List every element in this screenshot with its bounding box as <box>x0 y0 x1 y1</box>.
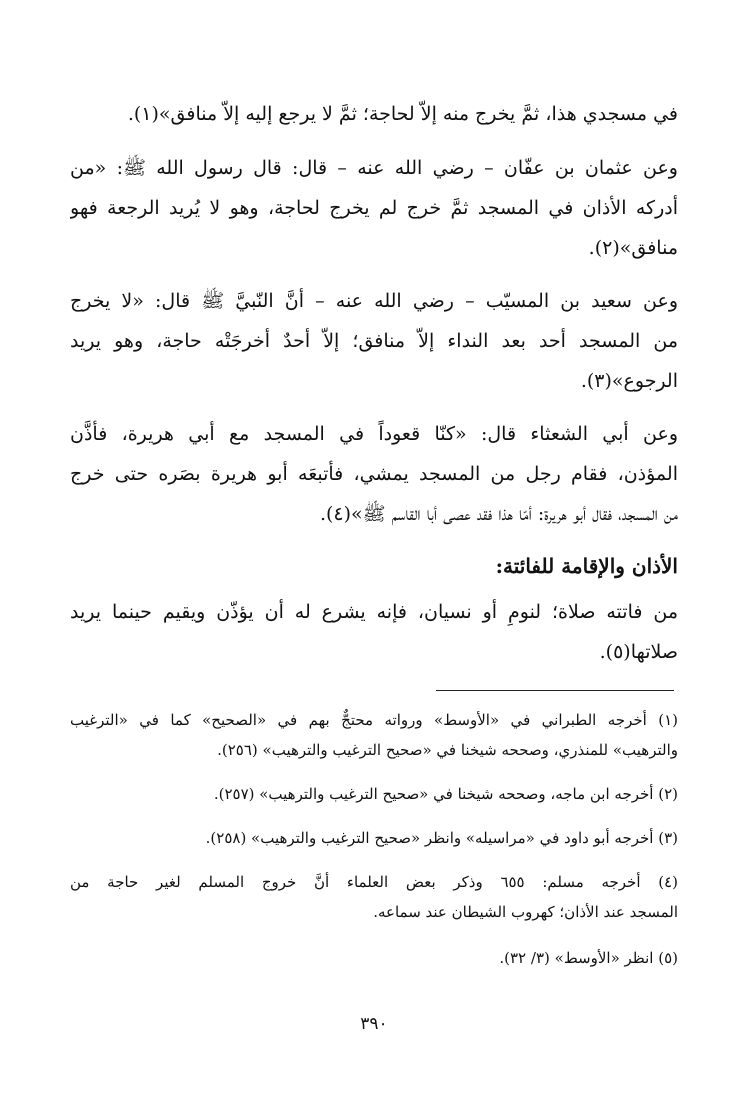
section-line-1: من فاتته صلاة؛ لنومٍ أو نسيان، فإنه يشرع له أن يؤذّن ويقيم حينما يريد <box>70 601 678 623</box>
body-line-10: من المسجد، فقال أبو هريرة: أمّا هذا فقد عصى أبا القاسم ﷺ»(٤). <box>319 503 678 525</box>
section-heading: الأذان والإقامة للفائتة: <box>495 554 678 578</box>
footnote-1-line-1: (١) أخرجه الطبراني في «الأوسط» ورواته محتجٌّ بهم في «الصحيح» كما في «الترغيب <box>70 711 678 729</box>
body-line-9: المؤذن، فقام رجل من المسجد يمشي، فأتبعَه أبو هريرة بصَره حتى خرج <box>70 463 678 485</box>
footnote-4-line-1: (٤) أخرجه مسلم: ٦٥٥ وذكر بعض العلماء أنَّ خروج المسلم لغير حاجة من <box>70 873 678 891</box>
body-line-8: وعن أبي الشعثاء قال: «كنّا قعوداً في المسجد مع أبي هريرة، فأذَّن <box>70 423 678 445</box>
body-line-2: وعن عثمان بن عفّان – رضي الله عنه – قال: قال رسول الله ﷺ: «من <box>70 157 678 179</box>
footnote-separator <box>436 690 674 691</box>
body-line-3: أدركه الأذان في المسجد ثمَّ خرج لم يخرج لحاجة، وهو لا يُريد الرجعة فهو <box>70 197 678 219</box>
body-line-5: وعن سعيد بن المسيّب – رضي الله عنه – أنَّ النّبيَّ ﷺ قال: «لا يخرج <box>70 290 678 312</box>
footnote-4-line-2: المسجد عند الأذان؛ كهروب الشيطان عند سماعه. <box>373 903 678 921</box>
section-line-2: صلاتها(٥). <box>599 641 678 663</box>
body-line-7: الرجوع»(٣). <box>580 370 678 392</box>
body-line-6: من المسجد أحد بعد النداء إلاّ منافق؛ إلاّ أحدٌ أخرجَتْه حاجة، وهو يريد <box>70 330 678 352</box>
footnote-3: (٣) أخرجه أبو داود في «مراسيله» وانظر «صحيح الترغيب والترهيب» (٢٥٨). <box>205 829 678 847</box>
footnote-5: (٥) انظر «الأوسط» (٣/ ٣٢). <box>499 949 678 967</box>
body-line-1: في مسجدي هذا، ثمَّ يخرج منه إلاّ لحاجة؛ ثمَّ لا يرجع إليه إلاّ منافق»(١). <box>127 103 678 125</box>
footnote-2: (٢) أخرجه ابن ماجه، وصححه شيخنا في «صحيح الترغيب والترهيب» (٢٥٧). <box>213 785 678 803</box>
page-number: ٣٩٠ <box>360 1014 388 1034</box>
footnote-1-line-2: والترهيب» للمنذري، وصححه شيخنا في «صحيح الترغيب والترهيب» (٢٥٦). <box>217 741 678 759</box>
body-line-4: منافق»(٢). <box>588 237 678 259</box>
